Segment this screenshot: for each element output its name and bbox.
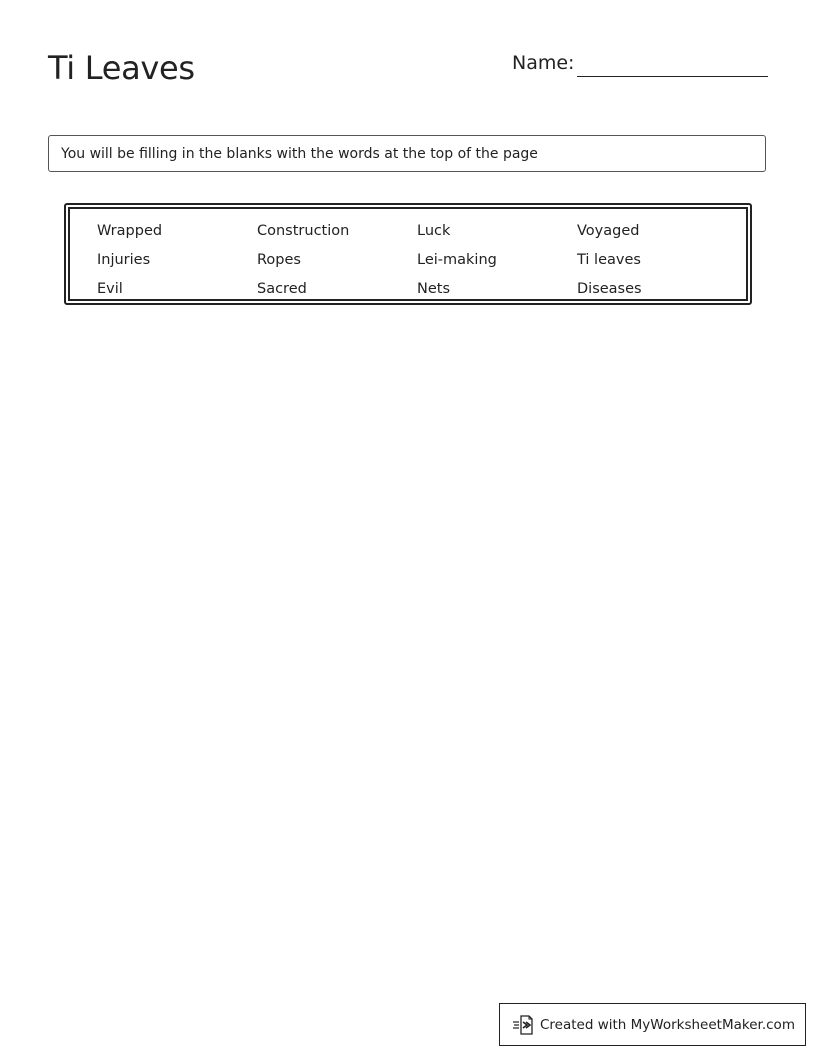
word-bank-item: Voyaged <box>577 223 640 239</box>
name-blank-line[interactable] <box>577 76 768 77</box>
word-bank-item: Evil <box>97 281 123 297</box>
page-title: Ti Leaves <box>48 49 195 87</box>
footer-credit[interactable] <box>499 1003 806 1046</box>
word-bank-item: Luck <box>417 223 451 239</box>
word-bank-item: Wrapped <box>97 223 163 239</box>
document-speed-icon <box>512 1014 534 1036</box>
name-field[interactable] <box>512 50 768 78</box>
word-bank-item: Construction <box>257 223 350 239</box>
word-bank-item: Ti leaves <box>577 252 641 268</box>
instructions-box <box>48 135 766 172</box>
word-bank-grid <box>97 217 737 304</box>
name-label: Name: <box>512 52 575 74</box>
word-bank-item: Injuries <box>97 252 151 268</box>
word-bank-item: Nets <box>417 281 451 297</box>
word-bank-item: Sacred <box>257 281 307 297</box>
footer-credit-text[interactable]: Created with MyWorksheetMaker.com <box>540 1016 795 1033</box>
word-bank-inner-border <box>68 207 748 301</box>
word-bank-item: Diseases <box>577 281 642 297</box>
word-bank-item: Ropes <box>257 252 301 268</box>
word-bank <box>64 203 752 305</box>
instructions-text: You will be filling in the blanks with the words at the top of the page <box>61 145 538 162</box>
word-bank-item: Lei-making <box>417 252 497 268</box>
